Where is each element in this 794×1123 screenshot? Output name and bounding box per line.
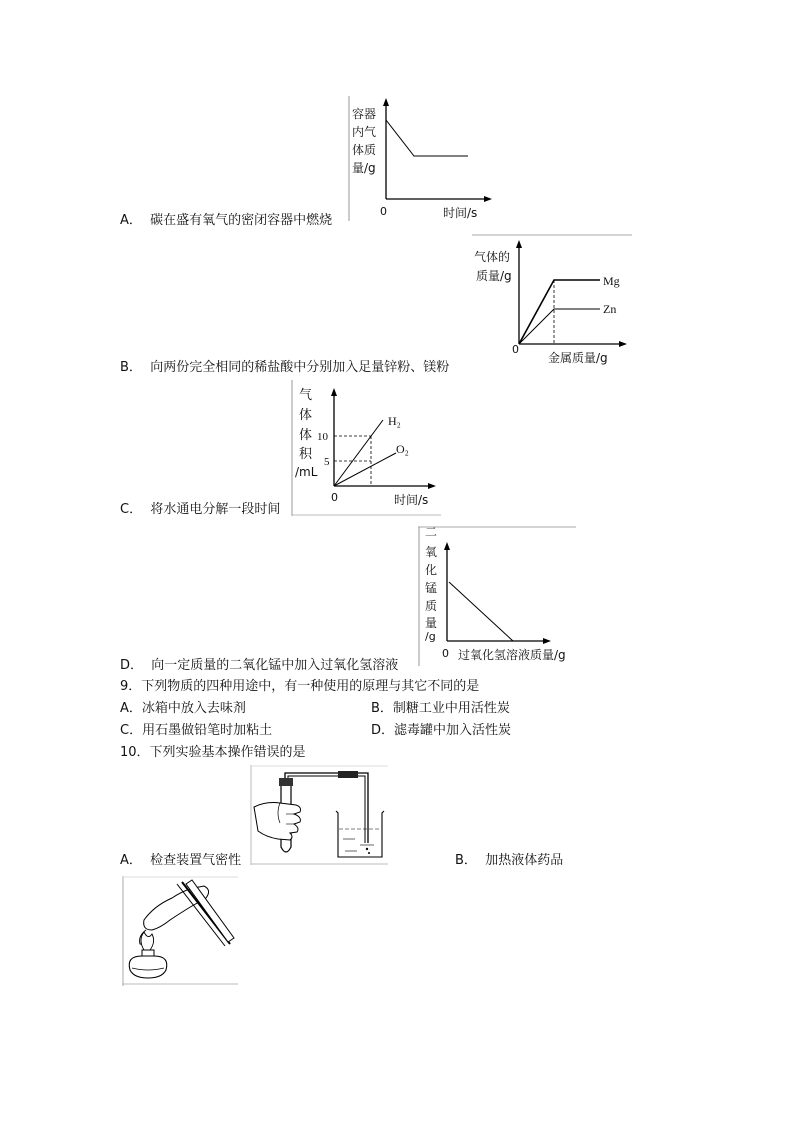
svg-text:量/g	[352, 161, 376, 175]
y-label-line: 体	[299, 428, 313, 443]
lamp-wick-holder	[142, 950, 154, 956]
svg-text:气体的	[474, 249, 510, 264]
svg-text:积	[299, 447, 313, 462]
y-label-line: 质量/g	[476, 269, 512, 283]
svg-text:Zn	[603, 302, 616, 316]
tick-label: 5	[324, 456, 330, 468]
origin-label: 0	[331, 491, 338, 504]
x-axis-label: 时间/s	[394, 493, 429, 507]
svg-text:0	[442, 647, 449, 660]
svg-text:Mg	[603, 274, 620, 288]
flame	[141, 932, 154, 950]
svg-text:质量/g	[476, 268, 512, 283]
rubber-joint	[338, 771, 358, 778]
y-label-line: 气	[299, 388, 313, 403]
y-label-line: 化	[425, 563, 438, 577]
svg-text:0	[512, 343, 519, 356]
svg-text:氧	[425, 545, 437, 559]
svg-text:O₂	[396, 442, 409, 456]
h2-line	[334, 420, 383, 486]
option-label: A．	[120, 213, 142, 228]
option-text: 向两份完全相同的稀盐酸中分别加入足量锌粉、镁粉	[150, 360, 450, 375]
question-9-stem: 9．下列物质的四种用途中，有一种使用的原理与其它不同的是	[120, 679, 480, 694]
y-label-line: 体质	[352, 143, 377, 157]
alcohol-lamp	[129, 956, 167, 978]
origin-label: 0	[380, 205, 387, 218]
svg-text:内气	[352, 124, 376, 139]
series-label-mg: Mg	[603, 274, 620, 288]
svg-text:金属质量/g	[548, 350, 608, 365]
option-text: 加热液体药品	[485, 853, 564, 868]
x-axis-label: 过氧化氢溶液质量/g	[458, 648, 566, 662]
svg-text:体	[299, 427, 312, 443]
svg-text:体质	[352, 142, 376, 157]
svg-text:5	[324, 456, 330, 468]
stopper	[279, 778, 293, 786]
y-label-line: 锰	[425, 581, 438, 595]
y-label-line: /g	[425, 630, 436, 643]
airtightness-check-figure	[250, 765, 388, 865]
question-10-stem: 10．下列实验基本操作错误的是	[120, 745, 306, 760]
series-label-o2: O₂	[396, 442, 409, 456]
x-axis-label: 时间/s	[443, 206, 478, 220]
option-8b	[120, 360, 449, 376]
y-label-line: 量/g	[352, 161, 376, 175]
y-label-line: 氧	[425, 545, 438, 559]
option-label: B．	[120, 360, 142, 375]
origin-label: 0	[442, 647, 449, 660]
y-label-line: 量	[425, 616, 438, 630]
zn-line	[519, 309, 600, 344]
q10-option-a	[120, 853, 241, 869]
option-label: C．	[120, 502, 143, 517]
option-text: 碳在盛有氧气的密闭容器中燃烧	[150, 213, 333, 228]
mno2-line	[449, 582, 513, 641]
origin-label: 0	[512, 343, 519, 356]
graph-d	[418, 526, 576, 666]
svg-text:0	[380, 205, 387, 218]
svg-text:化	[425, 563, 437, 577]
svg-text:H₂	[388, 414, 401, 428]
graph-c	[291, 380, 441, 516]
svg-text:质	[425, 598, 437, 613]
svg-text:容器	[352, 106, 376, 121]
option-8c	[120, 502, 280, 518]
option-8a	[120, 213, 332, 229]
y-label-line: 二	[425, 526, 438, 539]
mg-line	[519, 280, 600, 344]
o2-line	[334, 453, 396, 486]
svg-text:量	[425, 616, 437, 630]
hand	[254, 803, 301, 841]
svg-text:过氧化氢溶液质量/g	[458, 647, 566, 662]
svg-text:10	[317, 431, 329, 443]
y-label-line: 气体的	[474, 250, 511, 264]
svg-text:/g	[425, 630, 436, 643]
y-label-line: 体	[299, 408, 313, 423]
q9-option-b: B．制糖工业中用活性炭	[371, 701, 510, 716]
q10-option-b	[455, 853, 563, 869]
y-label-line: 质	[425, 599, 438, 613]
q9-option-d: D．滤毒罐中加入活性炭	[371, 723, 512, 738]
option-label: D．	[120, 658, 144, 673]
q9-option-a: A．冰箱中放入去味剂	[120, 701, 246, 716]
svg-text:体	[299, 407, 312, 423]
svg-text:时间/s	[394, 492, 428, 507]
y-label-line: 容器	[352, 107, 377, 121]
series-label-zn: Zn	[603, 302, 617, 316]
graph-a	[346, 96, 496, 221]
option-label: B．	[455, 853, 477, 868]
q9-option-c: C．用石墨做铅笔时加粘土	[120, 723, 273, 738]
svg-text:时间/s	[443, 205, 477, 220]
option-text: 将水通电分解一段时间	[150, 502, 281, 517]
option-8d	[120, 658, 398, 674]
heating-liquid-figure	[122, 876, 238, 986]
option-text: 检查装置气密性	[150, 853, 242, 868]
svg-text:气	[299, 388, 312, 403]
y-label-line: 内气	[352, 125, 377, 139]
mass-curve	[386, 120, 468, 156]
option-label: A．	[120, 853, 142, 868]
y-label-line: 积	[299, 447, 313, 462]
x-axis-label: 金属质量/g	[548, 351, 608, 365]
series-label-h2: H₂	[388, 414, 401, 428]
svg-text:/mL	[295, 465, 318, 479]
option-text: 向一定质量的二氧化锰中加入过氧化氢溶液	[151, 658, 399, 673]
beaker	[336, 811, 384, 857]
test-tube	[186, 880, 234, 942]
graph-b	[472, 234, 632, 368]
svg-text:锰	[425, 581, 437, 595]
y-label-line: /mL	[295, 465, 318, 479]
svg-text:二	[425, 526, 437, 539]
tick-label: 10	[317, 431, 328, 443]
svg-text:0	[331, 491, 338, 504]
